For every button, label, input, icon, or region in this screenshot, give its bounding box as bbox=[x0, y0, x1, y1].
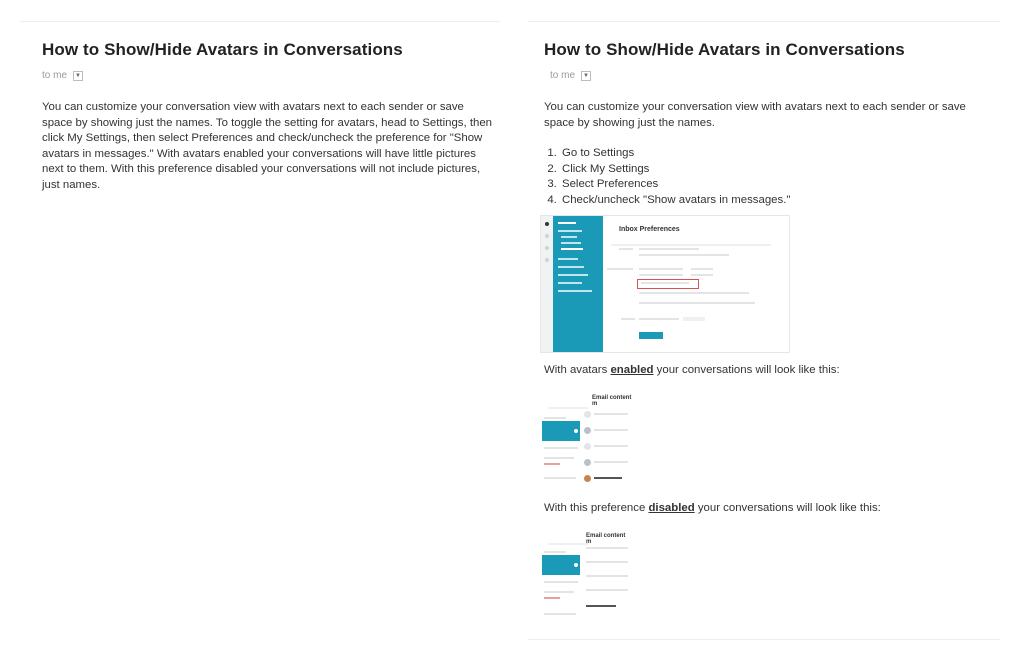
recipient-label: to me bbox=[42, 70, 68, 81]
message-line bbox=[586, 575, 628, 577]
thread-line bbox=[544, 477, 576, 479]
highlight-box bbox=[637, 279, 699, 289]
message-line bbox=[586, 589, 628, 591]
message-line bbox=[586, 561, 628, 563]
enabled-word: enabled bbox=[610, 364, 654, 376]
disabled-caption-post: your conversations will look like this: bbox=[694, 502, 881, 514]
thread-line bbox=[544, 447, 578, 449]
sidebar-item bbox=[558, 258, 578, 260]
sidebar-item bbox=[558, 290, 592, 292]
step-item: 1. Go to Settings bbox=[560, 146, 994, 162]
disabled-caption bbox=[544, 501, 994, 517]
recipient-line bbox=[42, 70, 83, 81]
setting-value bbox=[691, 274, 713, 276]
sidebar-item bbox=[561, 236, 577, 238]
email-heading: Email content m bbox=[586, 533, 626, 545]
message-line bbox=[586, 605, 616, 607]
save-preferences-button[interactable] bbox=[639, 332, 663, 339]
step-item: 2. Click My Settings bbox=[560, 162, 994, 178]
enabled-caption-pre: With avatars bbox=[544, 364, 611, 376]
chevron-down-icon[interactable]: ▼ bbox=[73, 71, 83, 81]
thread-line bbox=[544, 581, 578, 583]
step-item: 3. Select Preferences bbox=[560, 177, 994, 193]
message-line bbox=[594, 445, 628, 447]
avatar bbox=[584, 427, 591, 434]
setting-value bbox=[641, 282, 689, 284]
enabled-caption bbox=[544, 363, 994, 379]
rail-icon bbox=[545, 234, 549, 238]
steps-list bbox=[544, 146, 994, 208]
tag-label bbox=[544, 597, 560, 599]
setting-value bbox=[691, 268, 713, 270]
setting-value bbox=[639, 268, 683, 270]
message-line bbox=[594, 429, 628, 431]
thread-line bbox=[544, 551, 566, 553]
recipient-line bbox=[550, 70, 591, 81]
settings-screenshot bbox=[540, 215, 790, 353]
select-box bbox=[683, 317, 705, 321]
setting-value bbox=[639, 292, 749, 294]
thread-line bbox=[548, 543, 588, 545]
message-card-left bbox=[20, 21, 500, 212]
thread-line bbox=[544, 417, 566, 419]
message-line bbox=[594, 461, 628, 463]
rail-icon bbox=[545, 222, 549, 226]
email-heading: Email content m bbox=[592, 395, 632, 407]
recipient-label: to me bbox=[550, 70, 576, 81]
rail-icon bbox=[545, 246, 549, 250]
sidebar-item bbox=[558, 282, 582, 284]
rail-icon bbox=[545, 258, 549, 262]
message-line bbox=[586, 547, 628, 549]
thread-line bbox=[544, 613, 576, 615]
tag-label bbox=[544, 463, 560, 465]
disabled-word: disabled bbox=[648, 502, 695, 514]
message-line bbox=[594, 477, 622, 479]
setting-value bbox=[639, 248, 699, 250]
avatars-disabled-screenshot bbox=[540, 525, 632, 633]
setting-label bbox=[619, 248, 633, 250]
setting-value bbox=[639, 254, 729, 256]
sidebar-item bbox=[558, 230, 582, 232]
message-card-right bbox=[528, 21, 1000, 640]
step-item: 4. Check/uncheck "Show avatars in messages." bbox=[560, 193, 994, 209]
enabled-caption-post: your conversations will look like this: bbox=[653, 364, 840, 376]
setting-label bbox=[621, 318, 635, 320]
setting-label bbox=[607, 268, 633, 270]
sidebar-item bbox=[558, 222, 576, 224]
sidebar-item bbox=[558, 274, 588, 276]
thread-line bbox=[544, 591, 574, 593]
avatar bbox=[584, 475, 591, 482]
message-title: How to Show/Hide Avatars in Conversations bbox=[544, 40, 905, 59]
chevron-down-icon[interactable]: ▼ bbox=[581, 71, 591, 81]
disabled-caption-pre: With this preference bbox=[544, 502, 649, 514]
avatar bbox=[584, 459, 591, 466]
unread-dot bbox=[574, 429, 578, 433]
divider bbox=[611, 244, 771, 246]
sidebar-item bbox=[561, 248, 583, 250]
avatars-enabled-screenshot bbox=[540, 387, 632, 507]
avatar bbox=[584, 443, 591, 450]
unread-dot bbox=[574, 563, 578, 567]
thread-line bbox=[544, 457, 574, 459]
avatar bbox=[584, 411, 591, 418]
message-line bbox=[594, 413, 628, 415]
message-body: You can customize your conversation view with avatars next to each sender or save space by showing just the names. To toggle the setting for avatars, head to Settings, then click My Settings, then select Preferences and check/uncheck the preference for "Show avatars in messages." With avatars enabled your conversations will have little pictures next to them. With this preference disabled your conversations will not include pictures, just names. bbox=[42, 101, 492, 191]
thread-line bbox=[548, 407, 588, 409]
sidebar-item bbox=[561, 242, 581, 244]
intro-text: You can customize your conversation view with avatars next to each sender or save space by showing just the names. bbox=[544, 101, 966, 129]
setting-value bbox=[639, 274, 683, 276]
settings-heading: Inbox Preferences bbox=[619, 226, 680, 233]
message-title: How to Show/Hide Avatars in Conversations bbox=[42, 40, 403, 59]
setting-value bbox=[639, 318, 679, 320]
setting-value bbox=[639, 302, 755, 304]
sidebar-item bbox=[558, 266, 584, 268]
